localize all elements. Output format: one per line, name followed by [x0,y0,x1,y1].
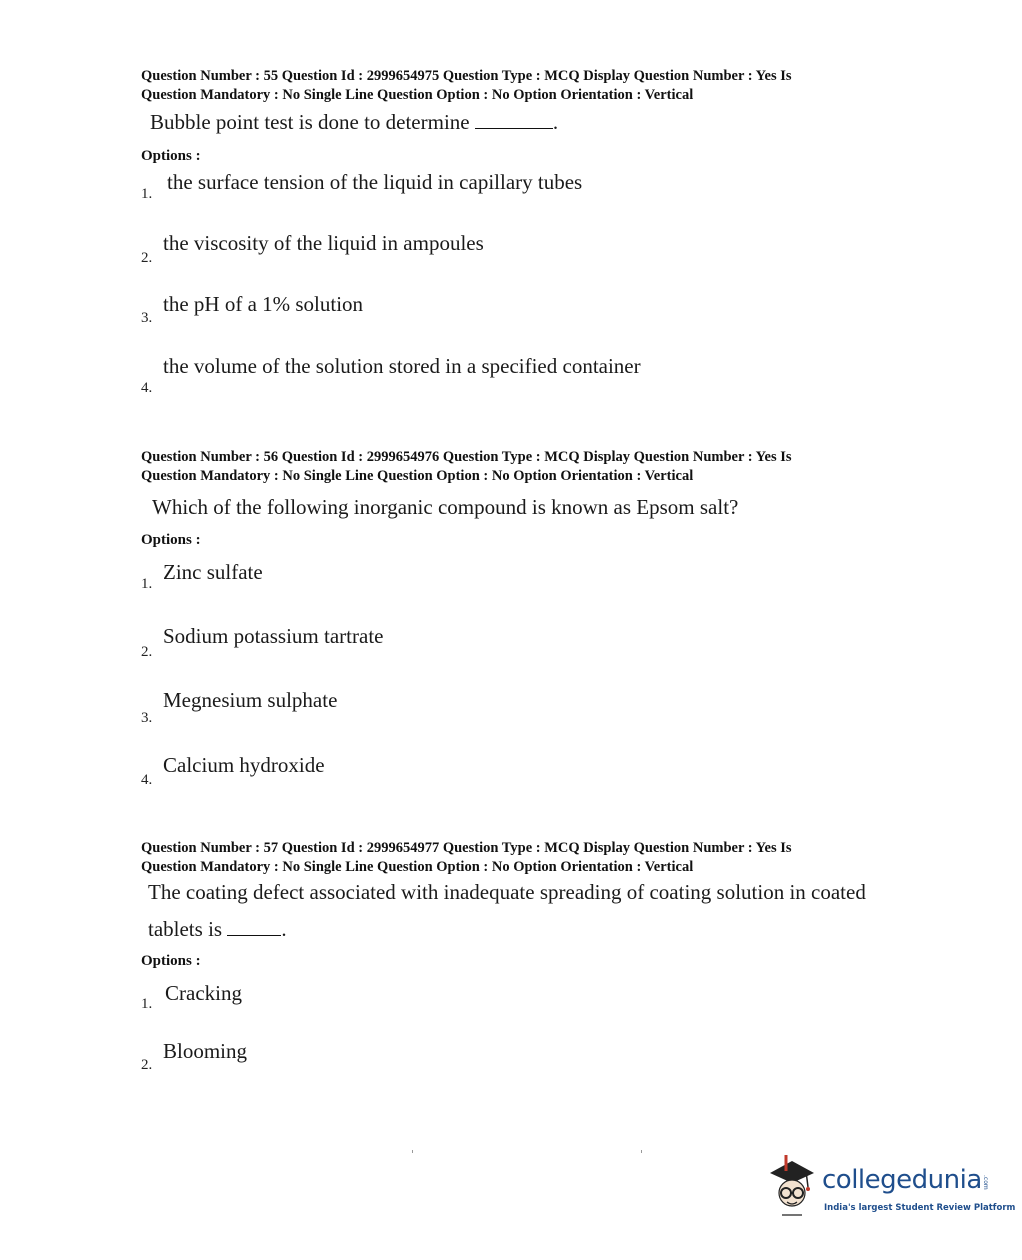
option-number: 1. [141,996,153,1012]
question-57-text [148,874,928,948]
logo-wordmark: collegedunia [822,1165,982,1195]
options-label: Options : [141,148,201,164]
question-text-line-2-text: tablets is [148,917,223,941]
option-text: Sodium potassium tartrate [163,624,384,648]
answer-blank [475,110,553,129]
option-number: 1. [141,576,153,592]
option-number: 1. [141,186,153,202]
question-57-meta [141,839,901,877]
option-number: 3. [141,710,153,726]
option-text: Cracking [165,981,242,1005]
option-text: the viscosity of the liquid in ampoules [163,231,484,255]
mascot-icon [762,1153,822,1225]
meta-line-1: Question Number : 55 Question Id : 2999654975 Question Type : MCQ Display Question Number : Yes Is [141,68,792,84]
option-number: 4. [141,380,153,396]
option-text: Blooming [163,1039,248,1063]
question-text: Which of the following inorganic compound is known as Epsom salt? [152,495,739,519]
meta-line-1: Question Number : 56 Question Id : 2999654976 Question Type : MCQ Display Question Number : Yes Is [141,449,792,465]
scan-mark [641,1150,642,1153]
question-56-meta [141,448,901,486]
option-text: Zinc sulfate [163,560,263,584]
option-number: 2. [141,1057,153,1073]
meta-line-2: Question Mandatory : No Single Line Question Option : No Option Orientation : Vertical [141,87,694,103]
options-label: Options : [141,532,201,548]
meta-line-2: Question Mandatory : No Single Line Question Option : No Option Orientation : Vertical [141,859,694,875]
text-suffix: . [552,110,559,134]
option-text: the surface tension of the liquid in capillary tubes [167,170,583,194]
scan-mark [412,1150,413,1153]
option-text: Calcium hydroxide [163,753,325,777]
question-55-meta [141,67,901,105]
option-number: 3. [141,310,153,326]
option-number: 4. [141,772,153,788]
question-text-line-1: The coating defect associated with inadequate spreading of coating solution in coated [148,880,866,904]
option-text: Megnesium sulphate [163,688,338,712]
question-55-text [150,104,910,141]
question-text: Bubble point test is done to determine [150,110,470,134]
option-text: the volume of the solution stored in a specified container [163,354,641,378]
logo-tagline: India's largest Student Review Platform [824,1203,1016,1213]
collegedunia-logo [762,1153,1016,1225]
logo-domain-suffix: .com [982,1175,989,1190]
option-text: the pH of a 1% solution [163,292,364,316]
meta-line-1: Question Number : 57 Question Id : 2999654977 Question Type : MCQ Display Question Number : Yes Is [141,840,792,856]
options-label: Options : [141,953,201,969]
text-suffix: . [281,917,287,941]
question-text-line-2 [148,911,928,948]
meta-line-2: Question Mandatory : No Single Line Question Option : No Option Orientation : Vertical [141,468,694,484]
option-number: 2. [141,644,153,660]
answer-blank [227,917,281,936]
question-56-text [152,489,912,526]
option-number: 2. [141,250,153,266]
